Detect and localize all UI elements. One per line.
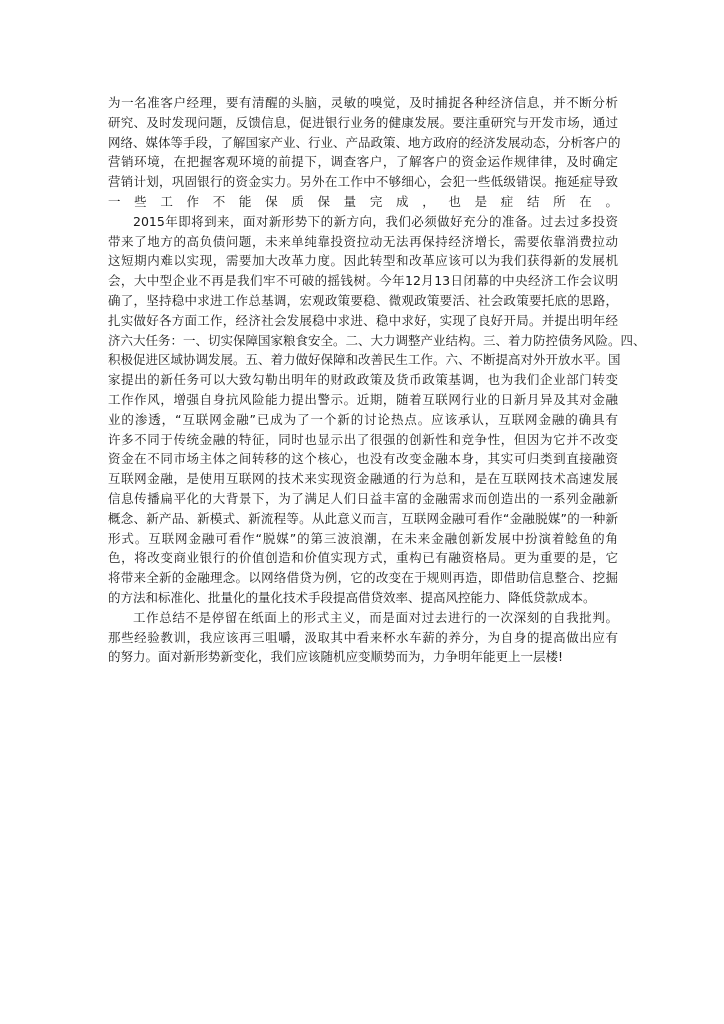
- text-line: 概念、新产品、新模式、新流程等。从此意义而言，互联网金融可看作“金融脱媒”的一种新: [108, 510, 618, 526]
- text-line: 的努力。面对新形势新变化，我们应该随机应变顺势而为，力争明年能更上一层楼!: [108, 649, 564, 665]
- text-line: 业的渗透，“互联网金融”已成为了一个新的讨论热点。应该承认，互联网金融的确具有: [108, 411, 618, 427]
- text-line: 许多不同于传统金融的特征，同时也显示出了很强的创新性和竞争性，但因为它并不改变: [108, 431, 618, 447]
- text-line: 互联网金融，是使用互联网的技术来实现资金融通的行为总和，是在互联网技术高速发展: [108, 471, 618, 487]
- text-line: 的方法和标准化、批量化的量化技术手段提高借贷效率、提高风控能力、降低贷款成本。: [108, 589, 596, 605]
- text-line: 这短期内难以实现，需要加大改革力度。因此转型和改革应该可以为我们获得新的发展机: [108, 253, 618, 269]
- text-line: 营销环境，在把握客观环境的前提下，调查客户，了解客户的资金运作规律律，及时确定: [108, 154, 618, 170]
- document-body: [108, 93, 646, 667]
- text-line: 工作作风，增强自身抗风险能力提出警示。近期，随着互联网行业的日新月异及其对金融: [108, 391, 618, 407]
- text-line: 将带来全新的金融理念。以网络借贷为例，它的改变在于规则再造，即借助信息整合、挖掘: [108, 570, 618, 586]
- text-line: 那些经验教训，我应该再三咀嚼，汲取其中看来杯水车薪的养分，为自身的提高做出应有: [108, 629, 618, 645]
- text-line: 一 些 工 作 不 能 保 质 保 量 完 成 ， 也 是 症 结 所 在 。: [108, 193, 618, 209]
- text-line: 营销计划，巩固银行的资金实力。另外在工作中不够细心，会犯一些低级错误。拖延症导致: [108, 174, 618, 190]
- text-line: 研究、及时发现问题，反馈信息，促进银行业务的健康发展。要注重研究与开发市场，通过: [108, 114, 618, 130]
- text-line: 确了，坚持稳中求进工作总基调，宏观政策要稳、微观政策要活、社会政策要托底的思路，: [108, 292, 618, 308]
- text-line: 积极促进区域协调发展。五、着力做好保障和改善民生工作。六、不断提高对外开放水平。国: [108, 352, 621, 368]
- text-line: 为一名准客户经理，要有清醒的头脑，灵敏的嗅觉，及时捕捉各种经济信息，并不断分析: [108, 95, 618, 110]
- text-line: 色，将改变商业银行的价值创造和价值实现方式，重构已有融资格局。更为重要的是，它: [108, 550, 618, 566]
- text-line: 会，大中型企业不再是我们牢不可破的摇钱树。今年12月13日闭幕的中央经济工作会议明: [108, 273, 618, 289]
- text-line: 扎实做好各方面工作，经济社会发展稳中求进、稳中求好，实现了良好开局。并提出明年经: [108, 312, 618, 328]
- text-line: 资金在不同市场主体之间转移的这个核心，也没有改变金融本身，其实可归类到直接融资: [108, 451, 618, 467]
- paragraph-start-line: 工作总结不是停留在纸面上的形式主义，而是面对过去进行的一次深刻的自我批判。: [133, 609, 618, 625]
- text-line: 形式。互联网金融可看作“脱媒”的第三波浪潮，在未来金融创新发展中扮演着鲶鱼的角: [108, 530, 618, 546]
- text-line: 网络、媒体等手段，了解国家产业、行业、产品政策、地方政府的经济发展动态，分析客户的: [108, 134, 621, 150]
- text-line: 信息传播扁平化的大背景下，为了满足人们日益丰富的金融需求而创造出的一系列金融新: [108, 490, 618, 506]
- paragraph-start-line: 2015年即将到来，面对新形势下的新方向，我们必须做好充分的准备。过去过多投资: [133, 213, 618, 229]
- text-line: 家提出的新任务可以大致勾勒出明年的财政政策及货币政策基调，也为我们企业部门转变: [108, 372, 618, 388]
- text-line: 济六大任务：一、切实保障国家粮食安全。二、大力调整产业结构。三、着力防控债务风险。四、: [108, 332, 646, 348]
- text-line: 带来了地方的高负债问题，未来单纯靠投资拉动无法再保持经济增长，需要依靠消费拉动: [108, 233, 618, 249]
